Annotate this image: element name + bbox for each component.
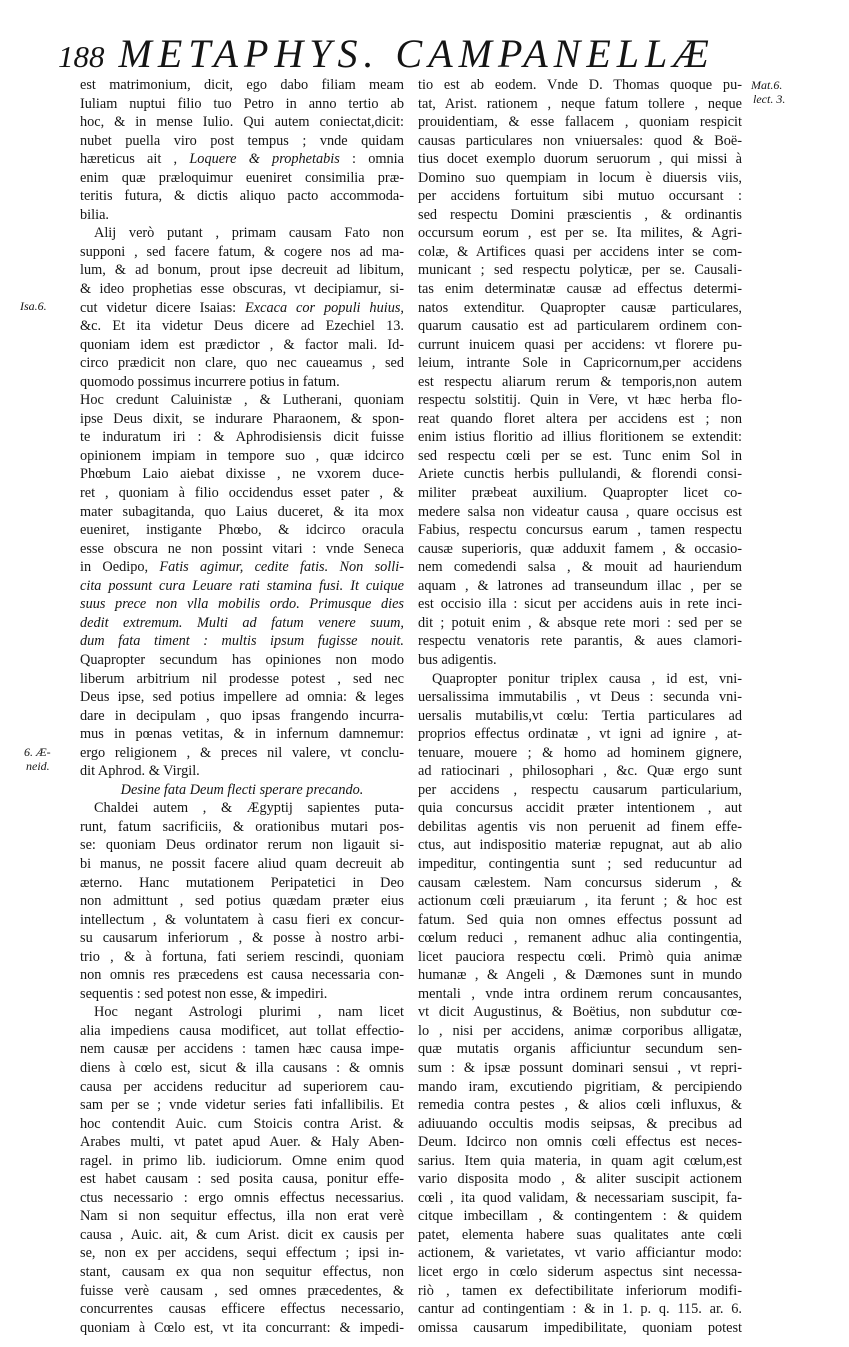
- text-line: fuisse verè causam , sed omnes præcedentes, &: [80, 1282, 404, 1299]
- text-line: eueniret, instigante Phœbo, & idcirco oracula: [80, 522, 404, 539]
- text-line: uersalissima immutabilis , vt Deus : secunda vni-: [418, 689, 742, 706]
- italic-run: Excaca cor populi huius,: [245, 299, 404, 316]
- text-line: municant ; sed respectu polyticæ, per se. Causali-: [418, 262, 742, 279]
- text-line: patet, elementa habere suas qualitates ante cœli: [418, 1226, 742, 1243]
- text-line: causæ superioris, quæ adduxit famem , & occasio-: [418, 540, 742, 557]
- text-line: non omnis res præcedens est causa necessaria con-: [80, 967, 404, 984]
- text-line: Ariete cunctis herbis pullulandi, & florendi consi-: [418, 466, 742, 483]
- text-line: lo , nisi per accidens, animæ corporibus alligatæ,: [418, 1022, 742, 1039]
- text-line: [80, 595, 404, 614]
- italic-run: cita possunt cura Leuare rati stamina fusi. It cuique: [80, 577, 404, 594]
- text-line: mentali , vnde intra ordinem rerum concausantes,: [418, 985, 742, 1002]
- margin-note-aeneid-2: neid.: [26, 759, 50, 773]
- text-line: Arabes multi, vt patet apud Auer. & Haly Aben-: [80, 1134, 404, 1151]
- text-line: [80, 614, 404, 633]
- italic-run: dedit extremum. Multi ad fatum venere suum,: [80, 614, 404, 631]
- text-line: vario disposita modo , & aliter suscipit actionem: [418, 1171, 742, 1188]
- text-line: Hoc negant Astrologi plurimi , nam licet: [94, 1004, 404, 1021]
- text-line: est occisio illa : sicut per accidens auis in rete inci-: [418, 596, 742, 613]
- text-line: quia concursus accidit præter intentionem , aut: [418, 800, 742, 817]
- text-line: causam cælestem. Nam concursus siderum , &: [418, 874, 742, 891]
- text-line: medere salsa non videatur causa , quare occisus est: [418, 503, 742, 520]
- text-line: te induratum iri : & Aphrodisiensis dicit fuisse: [80, 429, 404, 446]
- text-line: sed respectu cœli per se est. Tunc enim Sol in: [418, 447, 742, 464]
- text-line: uersalis mutabilis,vt cœlu: Tertia particulares ad: [418, 707, 742, 724]
- text-line: se, non ex per accidens, sequi effectum ; ipsi in-: [80, 1245, 404, 1262]
- text-line: bus adigentis.: [418, 651, 497, 668]
- text-line: Fabius, respectu concursus earum , tamen respectu: [418, 522, 742, 539]
- text-line: tat, Arist. rationem , neque fatum tollere , neque: [418, 95, 742, 112]
- text-line: mus in pœnas vetitas, & in infernum damnemur:: [80, 726, 404, 743]
- text-line: quoniam à Cœlo est, vt ita concurrant: & impedi-: [80, 1319, 404, 1336]
- text-line: &c. Et ita videtur Deus dicere ad Ezechiel 13.: [80, 318, 404, 335]
- text-line: respectu venatoris rete parantis, & aues clamori-: [418, 633, 742, 650]
- text-line: tas enim determinatæ causæ ad effectus determi-: [418, 281, 742, 298]
- italic-run: suus prece non vlla mobilis ordo. Primusque dies: [80, 596, 404, 613]
- text-line: cœlum reduci , remanent adhuc alia contingentia,: [418, 930, 742, 947]
- text-line: ergo religionem , & preces nil valere, vt conclu-: [80, 744, 404, 761]
- text-line: ad ratiocinari , philosophari , &c. Quæ ergo sunt: [418, 763, 742, 780]
- text-line: adiuuando occultis modis seipsas, & precibus ad: [418, 1115, 742, 1132]
- text-line: [80, 577, 404, 596]
- text-line: concurrentes causas efficere effectus necessario,: [80, 1301, 404, 1318]
- text-line: impeditur, contingentia sunt ; sed reducuntur ad: [418, 855, 742, 872]
- text-line: lum, & ad bonum, prout ipse decreuit ad libitum,: [80, 262, 404, 279]
- text-line: remedia contra pestes , & alios cœli influxus, &: [418, 1097, 742, 1114]
- running-title: METAPHYS. CAMPANELLÆ: [118, 31, 715, 76]
- text-line: Chaldei autem , & Ægyptij sapientes puta-: [94, 800, 404, 817]
- text-line: [80, 299, 404, 318]
- text-line: actionem, & varietates, vt vario afficiantur modo:: [418, 1245, 742, 1262]
- text-line: sam per se ; vnde videtur series fati infallibilis. Et: [80, 1097, 404, 1114]
- text-line: runt, fatum sacrificiis, & orationibus mutari pos-: [80, 818, 404, 835]
- text-line: supponi , sed facere fatum, & cogere nos ad ma-: [80, 243, 404, 260]
- text-line: militer præbeat auxilium. Quapropter licet co-: [418, 485, 742, 502]
- text-line: Quapropter ponitur triplex causa , id est, vni-: [432, 670, 742, 687]
- margin-note-matthew-1: Mat.6.: [751, 78, 783, 92]
- text-line: ipse Deus dixit, se indurare Pharaonem, & spon-: [80, 410, 404, 427]
- text-line: fatum. Sed quia non omnes effectus possunt ad: [418, 911, 742, 928]
- text-line: reat quando floret altera per accidens est ; non: [418, 410, 742, 427]
- text-line: prouidentiam, & esse fallacem , quoniam respicit: [418, 114, 742, 131]
- margin-note-isaiah: Isa.6.: [20, 299, 47, 313]
- text-line: Alij verò putant , primam causam Fato non: [94, 225, 404, 242]
- text-line: bilia.: [80, 206, 109, 223]
- text-line: sequentis : sed potest non esse, & impediri.: [80, 985, 328, 1002]
- text-line: proprios effectus ordinatæ , vt igni ad ignire , at-: [418, 726, 742, 743]
- text-line: cœli , ita quod validam, & necessariam suscipit, fa-: [418, 1189, 742, 1206]
- text-line: citque imbecillam , & contingentem : & quidem: [418, 1208, 742, 1225]
- text-line: nem comedendi salsa , & mouit ad hauriendum: [418, 559, 742, 576]
- text-line: teritis futura, & dictis aliquo pacto accommoda-: [80, 188, 404, 205]
- italic-run: dum fata timent : multis ipsum fugisse nouit.: [80, 633, 404, 650]
- text-line: Quapropter secundum has opiniones non modo: [80, 651, 404, 668]
- text-line: liberum arbitrium nil prodesse potest , sed nec: [80, 670, 404, 687]
- text-line: hoc contendit Auic. cum Stoicis contra Arist. &: [80, 1115, 404, 1132]
- running-header: [58, 30, 748, 74]
- text-line: mando iram, excutiendo pigritiam, & percipiendo: [418, 1078, 742, 1095]
- page-number: 188: [58, 39, 105, 74]
- text-line: tenuare, mouere ; & homo ad hominem gignere,: [418, 744, 742, 761]
- text-line: hoc, & in mense Iulio. Qui autem coniectat,dicit:: [80, 114, 404, 131]
- text-line: actionum cœli præuiarum , ita ferunt ; & hoc est: [418, 893, 742, 910]
- text-line: [80, 150, 404, 169]
- text-line: humanæ , & Angeli , & Dæmones sunt in mundo: [418, 967, 742, 984]
- text-line: per accidens fortuitum sibi mutuo occursant :: [418, 188, 742, 205]
- text-line: leium, intrante Sole in Capricornum,per accidens: [418, 355, 742, 372]
- text-line: [80, 781, 404, 800]
- text-line: cantur ad contingentiam : & in 1. p. q. 115. ar. 6.: [418, 1301, 742, 1318]
- italic-run: Loquere & prophetabis: [189, 151, 340, 168]
- text-line: quæ mutatis organis afficiuntur secundum sen-: [418, 1041, 742, 1058]
- text-line: [80, 632, 404, 651]
- text-line: se: quoniam Deus ordinator rerum non ligauit si-: [80, 837, 404, 854]
- text-run: : omnia: [339, 151, 404, 168]
- text-line: sarius. Item quia materia, in quam agit cœlum,est: [418, 1152, 742, 1169]
- text-line: alia impediens causa modificet, aut tollat effectio-: [80, 1022, 404, 1039]
- text-run: in Oedipo,: [80, 559, 160, 576]
- text-line: [80, 558, 404, 577]
- text-line: causa , Auic. ait, & cum Arist. dicit ex causis per: [80, 1226, 404, 1243]
- text-line: quomodo possimus incurrere potius in fatum.: [80, 373, 340, 390]
- text-line: sum : & ipsæ possunt dominari sensui , vt repri-: [418, 1059, 742, 1076]
- text-line: dare in decipulam , quo ipsas frangendo incurra-: [80, 707, 404, 724]
- text-line: licet pauciora respectu cœli. Primò quia animæ: [418, 948, 742, 965]
- text-line: licet ergo in cœlo siderum aspectus sint necessa-: [418, 1264, 742, 1280]
- text-line: Domino suo quempiam in locum è diuersis viis,: [418, 169, 742, 186]
- text-line: ret , quoniam à filio occidendus esset pater , &: [80, 485, 404, 502]
- text-line: Hoc credunt Caluinistæ , & Lutherani, quoniam: [80, 392, 404, 409]
- text-line: natos extenditur. Quapropter causæ particulares,: [418, 299, 742, 316]
- text-line: æterno. Hanc mutationem Peripatetici in Deo: [80, 874, 404, 891]
- text-line: debilitas agentis vis non peruenit ad finem effe-: [418, 818, 742, 835]
- text-line: quoniam idem est prædictor , & factor mali. Id-: [80, 336, 404, 353]
- text-line: ragel. in primo lib. iudiciorum. Omne enim quod: [80, 1152, 404, 1169]
- text-line: nem causæ per accidens : tamen hæc causa impe-: [80, 1041, 404, 1058]
- text-line: causas particulares non vniuersales: quod & Boë-: [418, 132, 742, 149]
- text-line: ctus necessario : ergo omnis effectus necessarius.: [80, 1189, 404, 1206]
- text-line: stant, causam ex qua non sequitur effectus, non: [80, 1264, 404, 1280]
- text-line: per accidens , respectu causarum particularium,: [418, 781, 742, 798]
- text-line: dit Aphrod. & Virgil.: [80, 763, 200, 780]
- text-line: riò , tamen ex defectibilitate inferiorum modifi-: [418, 1282, 742, 1299]
- text-line: dit ; potuit enim , & absque rete mori : sed per se: [418, 614, 742, 631]
- text-line: non admittunt , sed potius quædam præter eius: [80, 893, 404, 910]
- text-line: opinionem impiam in tempore suo , quæ idcirco: [80, 447, 404, 464]
- text-line: trio , & à fortuna, fati seriem rescindi, quoniam: [80, 948, 404, 965]
- margin-note-aeneid-1: 6. Æ-: [24, 745, 51, 759]
- text-line: occursum eorum , est per se. Ita milites, & Agri-: [418, 225, 742, 242]
- text-line: colæ, & Artifices quasi per accidens inter se com-: [418, 243, 742, 260]
- text-line: circo prædicit non clare, quo nec caueamus , sed: [80, 355, 404, 372]
- text-line: tius docet exemplo duorum seruorum , qui missi à: [418, 151, 742, 168]
- text-line: est matrimonium, dicit, ego dabo filiam meam: [80, 77, 404, 93]
- text-line: diens à cœlo est, sicut & illa causans : & omnis: [80, 1059, 404, 1076]
- text-line: & ideo prophetias esse obscuras, vt decipiamur, si-: [80, 281, 404, 298]
- text-line: Deum. Idcirco non omnis cœli effectus est neces-: [418, 1134, 742, 1151]
- text-line: causa per accidens reducitur ad superiorem cau-: [80, 1078, 404, 1095]
- text-line: quarum causatio est ad particularem ordinem con-: [418, 318, 742, 335]
- text-line: vt dicit Augustinus, & Boëtius, non subdutur cœ-: [418, 1004, 742, 1021]
- text-line: nubet puella viro post tempus ; vnde quidam: [80, 132, 404, 149]
- text-line: Iuliam nuptui filio tuo Petro in anno tertio ab: [80, 95, 404, 112]
- text-line: omissa causarum impedibilitate, quoniam potest: [418, 1319, 742, 1336]
- margin-note-matthew-2: lect. 3.: [753, 92, 786, 106]
- text-line: respectu solstitij. Quin in Vere, vt hæc herba flo-: [418, 392, 742, 409]
- text-line: Nam si non sequitur effectus, illa non erat verè: [80, 1208, 404, 1225]
- text-line: ctus, aut indispositio materiæ repugnat, aut ab alio: [418, 837, 742, 854]
- text-line: tio est ab eodem. Vnde D. Thomas quoque pu-: [418, 77, 742, 93]
- text-line: sed respectu Domini præscientis , & ordinantis: [418, 206, 742, 223]
- text-line: su causarum inferiorum , & posse à nostro arbi-: [80, 930, 404, 947]
- text-line: aquam , & latrones ad transeundum illac , per se: [418, 577, 742, 594]
- text-run: hæreticus ait ,: [80, 151, 190, 168]
- text-run: cut videtur dicere Isaias:: [80, 299, 246, 316]
- text-line: enim istius floritio ad illius floritionem se extendit:: [418, 429, 742, 446]
- text-line: esse obscura ne non possint vitari : vnde Seneca: [80, 540, 404, 557]
- right-column-text: [418, 76, 742, 1337]
- text-line: Deus ipse, sed potius impellere ad omnia: & leges: [80, 689, 404, 706]
- text-line: currunt inuicem quasi per accidens: vt florere pu-: [418, 336, 742, 353]
- text-line: Phœbum Laio aiebat dixisse , ne vxorem duce-: [80, 466, 404, 483]
- italic-run: Fatis agimur, cedite fatis. Non solli-: [159, 559, 404, 576]
- italic-run: Desine fata Deum flecti sperare precando.: [120, 781, 364, 798]
- text-line: est respectu aliarum rerum & temporis,non autem: [418, 373, 742, 390]
- text-line: enim quæ præloquimur eueniret consimilia præ-: [80, 169, 404, 186]
- left-column-text: [80, 76, 404, 1337]
- text-line: mater subagitanda, quo Laius duceret, & ita mox: [80, 503, 404, 520]
- text-line: est habet causam : sed posita causa, ponitur effe-: [80, 1171, 404, 1188]
- text-line: intellectum , & voluntatem à casu fieri ex concur-: [80, 911, 404, 928]
- text-line: bi manus, ne possit facere aliud quam decreuit ab: [80, 855, 404, 872]
